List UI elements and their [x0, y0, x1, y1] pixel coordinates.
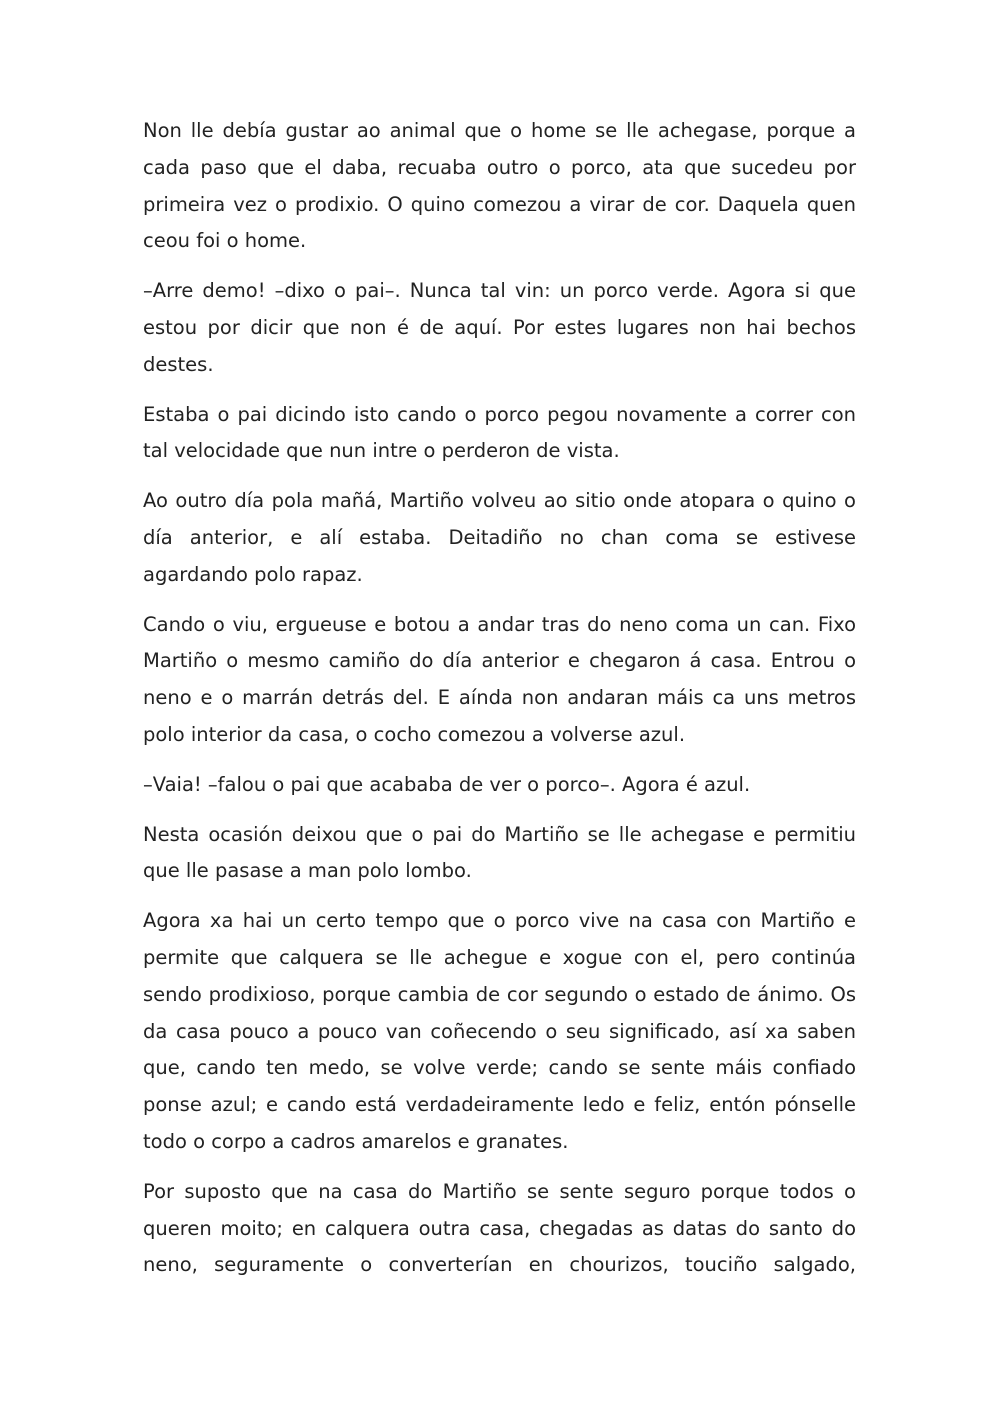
document-page: [143, 113, 856, 1297]
paragraph-4: Ao outro día pola mañá, Martiño volveu ao sitio onde atopara o quino o día anterior, e alí estaba. Deitadiño no chan coma se estivese agardando polo rapaz.: [143, 489, 856, 586]
paragraph-9: Por suposto que na casa do Martiño se sente seguro porque todos o queren moito; en calquera outra casa, chegadas as datas do santo do neno, seguramente o converterían en chourizos, touciño salgado,: [143, 1179, 856, 1277]
paragraph-8: Agora xa hai un certo tempo que o porco vive na casa con Martiño e permite que calquera se lle achegue e xogue con el, pero continúa sendo prodixioso, porque cambia de cor segundo o estado de ánimo. Os da casa pouco a pouco van coñecendo o seu significado, así xa saben que, cando ten medo, se volve verde; cando se sente máis confiado ponse azul; e cando está verdadeiramente ledo e feliz, entón pónselle todo o corpo a cadros amarelos e granates.: [143, 909, 856, 1153]
paragraph-6: –Vaia! –falou o pai que acababa de ver o porco–. Agora é azul.: [143, 772, 751, 796]
paragraph-2: –Arre demo! –dixo o pai–. Nunca tal vin: un porco verde. Agora si que estou por dicir que non é de aquí. Por estes lugares non hai bechos destes.: [143, 279, 856, 376]
paragraph-5: Cando o viu, ergueuse e botou a andar tras do neno coma un can. Fixo Martiño o mesmo camiño do día anterior e chegaron á casa. Entrou o neno e o marrán detrás del. E aínda non andaran máis ca uns metros polo interior da casa, o cocho comezou a volverse azul.: [143, 612, 856, 746]
paragraph-7: Nesta ocasión deixou que o pai do Martiño se lle achegase e permitiu que lle pasase a man polo lombo.: [143, 822, 856, 883]
paragraph-1: Non lle debía gustar ao animal que o home se lle achegase, porque a cada paso que el daba, recuaba outro o porco, ata que sucedeu por primeira vez o prodixio. O quino comezou a virar de cor. Daquela quen ceou foi o home.: [143, 119, 856, 253]
paragraph-3: Estaba o pai dicindo isto cando o porco pegou novamente a correr con tal velocidade que nun intre o perderon de vista.: [143, 402, 856, 463]
